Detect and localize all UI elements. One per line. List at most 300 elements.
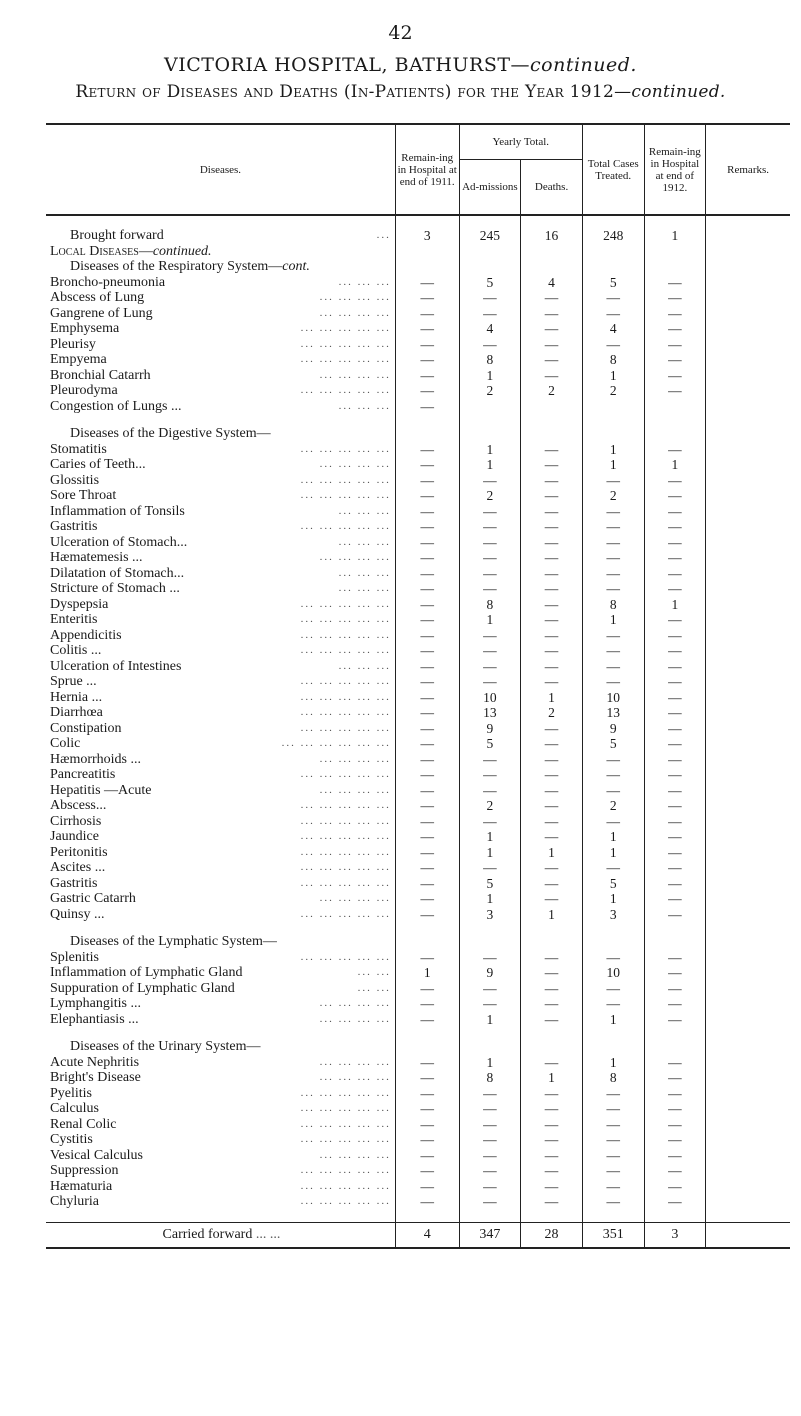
cell-remarks bbox=[706, 783, 790, 799]
cell-deaths: — bbox=[521, 337, 583, 353]
cell-remaining-1911: — bbox=[395, 876, 459, 892]
table-row bbox=[46, 674, 790, 690]
leader-dots: ... ... ... ... bbox=[319, 368, 391, 381]
cell-remaining-1912: 1 bbox=[644, 228, 706, 244]
cell-remaining-1911: — bbox=[395, 566, 459, 582]
cell-remaining-1912: — bbox=[644, 752, 706, 768]
table-row bbox=[46, 352, 790, 368]
disease-name: Dyspepsia bbox=[50, 596, 109, 612]
cell-admissions: — bbox=[459, 337, 521, 353]
cell-deaths: — bbox=[521, 1012, 583, 1028]
table-row bbox=[46, 535, 790, 551]
leader-dots: ... ... ... ... ... bbox=[300, 384, 391, 396]
disease-name: Pleurisy bbox=[50, 336, 96, 352]
disease-name: Peritonitis bbox=[50, 844, 108, 860]
leader-dots: ... ... bbox=[357, 966, 391, 978]
cell-deaths: — bbox=[521, 352, 583, 368]
cell-remaining-1911: — bbox=[395, 981, 459, 997]
leader-dots: ... ... ... ... ... bbox=[300, 706, 391, 718]
cell-admissions: — bbox=[459, 752, 521, 768]
table-row bbox=[46, 457, 790, 473]
disease-name: Emphysema bbox=[50, 321, 120, 336]
cell-remaining-1912: — bbox=[644, 628, 706, 644]
cell-deaths: — bbox=[521, 891, 583, 907]
cell-total-treated: — bbox=[582, 1194, 644, 1210]
cell-remaining-1911: — bbox=[395, 352, 459, 368]
cell-remaining-1912: — bbox=[644, 612, 706, 628]
disease-name: Gastric Catarrh bbox=[50, 891, 136, 906]
cell-remaining-1911: — bbox=[395, 1055, 459, 1071]
header-diseases: Diseases. bbox=[46, 124, 395, 215]
cell-remarks bbox=[706, 690, 790, 706]
table-row bbox=[46, 519, 790, 535]
disease-name: Ulceration of Stomach... bbox=[50, 534, 188, 550]
leader-dots: ... ... ... bbox=[338, 275, 391, 288]
cell-remaining-1911: — bbox=[395, 442, 459, 458]
cell-remarks bbox=[706, 674, 790, 690]
cell-remarks bbox=[706, 981, 790, 997]
cell-total-treated: 1 bbox=[582, 368, 644, 384]
cell-admissions: 2 bbox=[459, 798, 521, 814]
cell-total-treated: 1 bbox=[582, 612, 644, 628]
cell-remaining-1911: — bbox=[395, 950, 459, 966]
cell-remarks bbox=[706, 337, 790, 353]
cell-remarks bbox=[706, 736, 790, 752]
cell-admissions: 245 bbox=[459, 228, 521, 244]
cell-admissions: — bbox=[459, 674, 521, 690]
cell-total-treated: — bbox=[582, 581, 644, 597]
cell-remaining-1911: — bbox=[395, 721, 459, 737]
leader-dots: ... ... ... ... ... bbox=[300, 1086, 391, 1099]
table-row bbox=[46, 891, 790, 907]
cell-deaths: — bbox=[521, 1194, 583, 1210]
cell-remaining-1911: — bbox=[395, 736, 459, 752]
leader-dots: ... ... ... ... ... bbox=[300, 1102, 391, 1114]
cell-remarks bbox=[706, 306, 790, 322]
section-heading: Diseases of the Digestive System— bbox=[70, 426, 271, 441]
leader-dots: ... ... ... ... bbox=[319, 291, 391, 303]
cell-total-treated: 8 bbox=[582, 352, 644, 368]
cell-deaths: — bbox=[521, 321, 583, 337]
cell-admissions: — bbox=[459, 783, 521, 799]
cell-remaining-1911: — bbox=[395, 337, 459, 353]
leader-dots: ... ... ... ... bbox=[319, 1012, 391, 1025]
cell-remarks bbox=[706, 950, 790, 966]
cell-remarks bbox=[706, 891, 790, 907]
cell-remarks bbox=[706, 996, 790, 1012]
cell-remaining-1912: — bbox=[644, 1012, 706, 1028]
disease-name: Cystitis bbox=[50, 1132, 93, 1147]
cell-admissions: 1 bbox=[459, 1012, 521, 1028]
cell-remaining-1912: — bbox=[644, 566, 706, 582]
cell-admissions: — bbox=[459, 1117, 521, 1133]
cell-deaths: — bbox=[521, 798, 583, 814]
cell-remarks bbox=[706, 535, 790, 551]
table-row bbox=[46, 1055, 790, 1071]
cell-total-treated: — bbox=[582, 306, 644, 322]
leader-dots: ... ... ... ... ... bbox=[300, 814, 391, 827]
cell-remaining-1911: — bbox=[395, 705, 459, 721]
cell-deaths: — bbox=[521, 996, 583, 1012]
disease-name: Constipation bbox=[50, 720, 122, 736]
cell-remaining-1911: — bbox=[395, 643, 459, 659]
cell-total-treated: — bbox=[582, 860, 644, 876]
table-row bbox=[46, 612, 790, 628]
table-row bbox=[46, 504, 790, 520]
cell-remaining-1912: — bbox=[644, 690, 706, 706]
cell-deaths: — bbox=[521, 860, 583, 876]
leader-dots: ... ... ... ... ... bbox=[300, 861, 391, 873]
cell-remaining-1911: — bbox=[395, 535, 459, 551]
header-total-treated: Total Cases Treated. bbox=[582, 124, 644, 215]
cell-deaths: — bbox=[521, 1101, 583, 1117]
cell-total-treated: — bbox=[582, 767, 644, 783]
cell-total-treated: — bbox=[582, 550, 644, 566]
cell-remaining-1912: — bbox=[644, 519, 706, 535]
cell-total-treated: 1 bbox=[582, 442, 644, 458]
cell-total-treated: — bbox=[582, 628, 644, 644]
section-heading-row bbox=[46, 259, 790, 275]
cell-remarks bbox=[706, 612, 790, 628]
cell-deaths: — bbox=[521, 1148, 583, 1164]
cell-admissions: 1 bbox=[459, 891, 521, 907]
cell-remarks bbox=[706, 705, 790, 721]
cell-admissions: 2 bbox=[459, 383, 521, 399]
leader-dots: ... ... ... ... ... bbox=[300, 337, 391, 350]
cell-total-treated: — bbox=[582, 643, 644, 659]
cell-deaths: — bbox=[521, 965, 583, 981]
cell-admissions: 2 bbox=[459, 488, 521, 504]
table-row bbox=[46, 1194, 790, 1210]
cell-remaining-1912: 1 bbox=[644, 457, 706, 473]
diseases-table bbox=[46, 123, 790, 1249]
disease-name: Hepatitis —Acute bbox=[50, 782, 152, 798]
carried-forward-label: Carried forward bbox=[162, 1226, 253, 1242]
cell-remaining-1911: — bbox=[395, 488, 459, 504]
cell-remaining-1912 bbox=[644, 399, 706, 415]
cell-remaining-1911: 1 bbox=[395, 965, 459, 981]
cell-admissions: 1 bbox=[459, 368, 521, 384]
disease-name: Hernia ... bbox=[50, 689, 103, 705]
cell-remaining-1911: — bbox=[395, 783, 459, 799]
cell-deaths: — bbox=[521, 1179, 583, 1195]
cell-deaths: — bbox=[521, 721, 583, 737]
cell-remaining-1912: — bbox=[644, 965, 706, 981]
disease-name: Hæmorrhoids ... bbox=[50, 751, 141, 767]
section-heading-row bbox=[46, 934, 790, 950]
cell-remaining-1911: — bbox=[395, 321, 459, 337]
cell-remaining-1912: — bbox=[644, 306, 706, 322]
cell-remaining-1912: — bbox=[644, 1194, 706, 1210]
table-row bbox=[46, 368, 790, 384]
cell-remaining-1912: — bbox=[644, 550, 706, 566]
cell-remaining-1911: — bbox=[395, 1086, 459, 1102]
cell-remaining-1912: — bbox=[644, 352, 706, 368]
leader-dots: ... ... ... bbox=[338, 566, 391, 579]
leader-dots: ... ... ... ... ... bbox=[300, 845, 391, 858]
table-row bbox=[46, 275, 790, 291]
cell-deaths: — bbox=[521, 1163, 583, 1179]
table-row bbox=[46, 1179, 790, 1195]
cell-remaining-1912: — bbox=[644, 581, 706, 597]
cell-admissions: — bbox=[459, 981, 521, 997]
cell-remaining-1912: — bbox=[644, 1148, 706, 1164]
section-heading: Diseases of the Lymphatic System— bbox=[70, 934, 277, 949]
cell-admissions: — bbox=[459, 643, 521, 659]
cell-admissions: — bbox=[459, 767, 521, 783]
cell-remaining-1911: — bbox=[395, 368, 459, 384]
cell-remaining-1911: — bbox=[395, 290, 459, 306]
cell-deaths: — bbox=[521, 368, 583, 384]
cell-total-treated: — bbox=[582, 814, 644, 830]
cell-admissions: 8 bbox=[459, 1070, 521, 1086]
disease-name: Inflammation of Lymphatic Gland bbox=[50, 965, 243, 980]
cell-remaining-1911: — bbox=[395, 550, 459, 566]
disease-name: Gastritis bbox=[50, 519, 98, 534]
cell-deaths: — bbox=[521, 783, 583, 799]
leader-dots: ... ... ... ... ... bbox=[300, 675, 391, 687]
cell-total-treated: 1 bbox=[582, 1012, 644, 1028]
cell-remaining-1911: — bbox=[395, 519, 459, 535]
cell-deaths: — bbox=[521, 950, 583, 966]
disease-name: Acute Nephritis bbox=[50, 1054, 140, 1070]
cell-total-treated: — bbox=[582, 752, 644, 768]
cell-deaths: — bbox=[521, 290, 583, 306]
disease-name: Hæmatemesis ... bbox=[50, 550, 143, 565]
cell-remaining-1912: — bbox=[644, 1101, 706, 1117]
cell-deaths: — bbox=[521, 767, 583, 783]
cell-deaths: 2 bbox=[521, 383, 583, 399]
cell-remaining-1912: — bbox=[644, 368, 706, 384]
leader-dots: ... ... ... ... ... bbox=[300, 442, 391, 455]
cell-total-treated: 13 bbox=[582, 705, 644, 721]
cell-total-treated: — bbox=[582, 1086, 644, 1102]
cell-deaths: — bbox=[521, 752, 583, 768]
table-row bbox=[46, 337, 790, 353]
cell-remaining-1912: — bbox=[644, 643, 706, 659]
cell-total-treated: — bbox=[582, 290, 644, 306]
disease-name: Renal Colic bbox=[50, 1116, 117, 1132]
cell-total-treated: — bbox=[582, 519, 644, 535]
leader-dots: ... ... ... ... bbox=[319, 997, 391, 1009]
leader-dots: ... ... bbox=[357, 981, 391, 994]
table-row bbox=[46, 383, 790, 399]
cell-remaining-1912: — bbox=[644, 705, 706, 721]
disease-name: Empyema bbox=[50, 352, 107, 367]
table-row bbox=[46, 814, 790, 830]
disease-name: Colitis ... bbox=[50, 643, 102, 658]
table-header bbox=[46, 124, 790, 215]
cell-remaining-1912: — bbox=[644, 829, 706, 845]
cell-admissions: 8 bbox=[459, 597, 521, 613]
cell-remarks bbox=[706, 643, 790, 659]
leader-dots: ... ... ... ... ... bbox=[300, 644, 391, 656]
cell-admissions: — bbox=[459, 659, 521, 675]
disease-name: Sore Throat bbox=[50, 488, 117, 503]
cell-deaths: 1 bbox=[521, 690, 583, 706]
cell-remaining-1912: — bbox=[644, 1086, 706, 1102]
disease-name: Quinsy ... bbox=[50, 906, 105, 922]
cell-remaining-1912: — bbox=[644, 1055, 706, 1071]
leader-dots: ... ... ... ... ... bbox=[300, 1133, 391, 1145]
cell-remaining-1911: — bbox=[395, 1148, 459, 1164]
disease-name: Elephantiasis ... bbox=[50, 1011, 139, 1027]
disease-name: Pyelitis bbox=[50, 1085, 93, 1101]
disease-name: Jaundice bbox=[50, 829, 99, 844]
cell-total-treated: 2 bbox=[582, 383, 644, 399]
cell-remaining-1912: — bbox=[644, 321, 706, 337]
disease-name: Appendicitis bbox=[50, 627, 122, 643]
cell-remarks bbox=[706, 1070, 790, 1086]
cell-remaining-1912: — bbox=[644, 798, 706, 814]
table-row bbox=[46, 783, 790, 799]
cell-remaining-1912: — bbox=[644, 1117, 706, 1133]
cell-remaining-1911: 4 bbox=[395, 1222, 459, 1248]
cell-deaths: 2 bbox=[521, 705, 583, 721]
cell-admissions: — bbox=[459, 1179, 521, 1195]
cell-admissions: 347 bbox=[459, 1222, 521, 1248]
leader-dots: ... ... ... ... ... bbox=[300, 520, 391, 532]
table-row bbox=[46, 1163, 790, 1179]
cell-total-treated: — bbox=[582, 1148, 644, 1164]
cell-remarks bbox=[706, 1194, 790, 1210]
cell-total-treated: 2 bbox=[582, 488, 644, 504]
header-deaths: Deaths. bbox=[521, 160, 583, 216]
cell-remaining-1912: — bbox=[644, 981, 706, 997]
section-heading-row bbox=[46, 426, 790, 442]
table-row bbox=[46, 736, 790, 752]
header-remaining-1912: Remain-ing in Hospital at end of 1912. bbox=[644, 124, 706, 215]
table-row bbox=[46, 628, 790, 644]
cell-deaths: — bbox=[521, 643, 583, 659]
cell-remaining-1912: — bbox=[644, 504, 706, 520]
leader-dots: ... ... ... ... ... bbox=[300, 721, 391, 734]
table-row bbox=[46, 290, 790, 306]
cell-remaining-1911: — bbox=[395, 659, 459, 675]
disease-name: Ulceration of Intestines bbox=[50, 658, 182, 674]
cell-remaining-1911: — bbox=[395, 996, 459, 1012]
table-row bbox=[46, 399, 790, 415]
leader-dots: ... ... ... ... ... ... bbox=[281, 737, 391, 749]
table-row bbox=[46, 1132, 790, 1148]
disease-name: Congestion of Lungs ... bbox=[50, 398, 182, 414]
leader-dots: ... ... ... ... bbox=[319, 892, 391, 904]
table-row bbox=[46, 1101, 790, 1117]
leader-dots: ... ... ... ... bbox=[319, 551, 391, 563]
cell-deaths: — bbox=[521, 736, 583, 752]
leader-dots: ... ... ... ... bbox=[319, 1071, 391, 1083]
cell-remarks bbox=[706, 566, 790, 582]
local-diseases-heading: Local Diseases— bbox=[50, 243, 153, 259]
leader-dots: ... ... ... ... bbox=[319, 783, 391, 796]
cell-admissions: — bbox=[459, 950, 521, 966]
cell-remarks bbox=[706, 767, 790, 783]
table-row bbox=[46, 643, 790, 659]
cell-admissions: 1 bbox=[459, 442, 521, 458]
cell-remarks bbox=[706, 814, 790, 830]
cell-remaining-1911: — bbox=[395, 1117, 459, 1133]
disease-name: Enteritis bbox=[50, 612, 98, 627]
leader-dots: ... ... ... ... ... bbox=[300, 1179, 391, 1192]
table-row bbox=[46, 829, 790, 845]
leader-dots: ... ... ... bbox=[338, 582, 391, 594]
cell-remarks bbox=[706, 1179, 790, 1195]
cell-remarks bbox=[706, 488, 790, 504]
table-subtitle: Return of Diseases and Deaths (In-Patients) for the Year 1912—continued. bbox=[75, 82, 726, 102]
cell-remarks bbox=[706, 504, 790, 520]
cell-admissions: — bbox=[459, 860, 521, 876]
cell-remaining-1911: — bbox=[395, 457, 459, 473]
cell-deaths: — bbox=[521, 628, 583, 644]
cell-remaining-1911: — bbox=[395, 1194, 459, 1210]
table-row bbox=[46, 550, 790, 566]
cell-remarks bbox=[706, 442, 790, 458]
cell-deaths: 1 bbox=[521, 907, 583, 923]
cell-remaining-1912: — bbox=[644, 535, 706, 551]
disease-name: Colic bbox=[50, 736, 81, 751]
cell-remarks bbox=[706, 798, 790, 814]
cell-remaining-1912: — bbox=[644, 275, 706, 291]
cell-total-treated: — bbox=[582, 981, 644, 997]
table-row bbox=[46, 907, 790, 923]
cell-remarks bbox=[706, 457, 790, 473]
table-row bbox=[46, 488, 790, 504]
cell-total-treated: 3 bbox=[582, 907, 644, 923]
cell-remarks bbox=[706, 860, 790, 876]
disease-name: Caries of Teeth... bbox=[50, 457, 146, 472]
leader-dots: ... ... ... ... ... bbox=[300, 628, 391, 641]
cell-remarks bbox=[706, 659, 790, 675]
cell-deaths: — bbox=[521, 981, 583, 997]
cell-total-treated: — bbox=[582, 1179, 644, 1195]
cell-remarks bbox=[706, 581, 790, 597]
cell-total-treated: — bbox=[582, 1117, 644, 1133]
cell-total-treated: 1 bbox=[582, 829, 644, 845]
cell-total-treated: 1 bbox=[582, 457, 644, 473]
header-yearly-total: Yearly Total. bbox=[459, 124, 582, 160]
page-title: VICTORIA HOSPITAL, BATHURST—continued. bbox=[164, 54, 637, 76]
cell-remarks bbox=[706, 845, 790, 861]
disease-name: Stricture of Stomach ... bbox=[50, 581, 180, 596]
cell-admissions bbox=[459, 399, 521, 415]
cell-remarks bbox=[706, 721, 790, 737]
cell-total-treated: — bbox=[582, 783, 644, 799]
cell-deaths: — bbox=[521, 473, 583, 489]
cell-deaths: — bbox=[521, 519, 583, 535]
cell-total-treated: — bbox=[582, 566, 644, 582]
cell-total-treated: — bbox=[582, 337, 644, 353]
cell-admissions: — bbox=[459, 1101, 521, 1117]
cell-deaths: — bbox=[521, 488, 583, 504]
cell-deaths: 1 bbox=[521, 845, 583, 861]
leader-dots: ... ... ... ... ... bbox=[300, 473, 391, 486]
cell-remaining-1912: — bbox=[644, 337, 706, 353]
table-row bbox=[46, 705, 790, 721]
cell-remaining-1912: — bbox=[644, 950, 706, 966]
cell-total-treated: 5 bbox=[582, 275, 644, 291]
cell-remaining-1912: — bbox=[644, 736, 706, 752]
cell-deaths: 1 bbox=[521, 1070, 583, 1086]
disease-name: Bronchial Catarrh bbox=[50, 367, 151, 383]
cell-admissions: — bbox=[459, 1132, 521, 1148]
cell-total-treated: — bbox=[582, 659, 644, 675]
leader-dots: ... ... ... bbox=[338, 535, 391, 548]
cell-deaths: — bbox=[521, 829, 583, 845]
cell-remaining-1911: — bbox=[395, 814, 459, 830]
cell-remarks bbox=[706, 275, 790, 291]
header-admissions: Ad-missions bbox=[459, 160, 521, 216]
cell-remarks bbox=[706, 907, 790, 923]
